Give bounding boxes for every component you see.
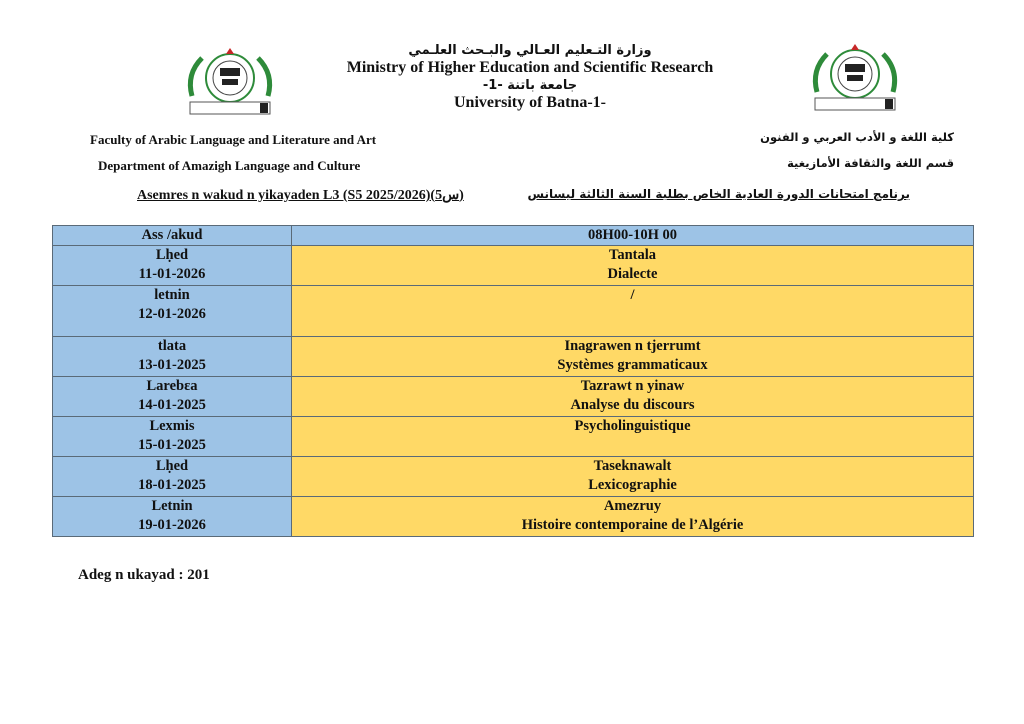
subject-cell [292, 377, 974, 417]
faculty-english: Faculty of Arabic Language and Literature and Art [90, 132, 377, 147]
university-english: University of Batna-1- [454, 94, 606, 111]
department-arabic: قسم اللغة والثقافة الأمازيغية [787, 156, 954, 170]
day-date: 15-01-2025 [138, 437, 206, 453]
table-row [53, 286, 974, 337]
subject-name: Psycholinguistique [574, 418, 691, 434]
day-name: Lḥed [155, 247, 189, 263]
subject-name: Inagrawen n tjerrumt [564, 338, 701, 354]
day-date: 11-01-2026 [138, 266, 206, 282]
day-cell [53, 246, 292, 286]
day-date: 18-01-2025 [138, 477, 206, 493]
day-date: 13-01-2025 [138, 357, 206, 373]
column-header-day: Ass /akud [53, 226, 292, 246]
day-name: Larebɛa [146, 378, 198, 394]
day-cell [53, 337, 292, 377]
table-header-row [53, 226, 974, 246]
subject-french: Histoire contemporaine de l’Algérie [521, 517, 744, 533]
subject-french: Dialecte [607, 266, 658, 282]
day-name: tlata [157, 338, 187, 354]
subject-cell [292, 457, 974, 497]
subject-name: Tazrawt n yinaw [580, 378, 685, 394]
day-name: letnin [154, 287, 190, 303]
subject-cell [292, 417, 974, 457]
faculty-info-arabic [760, 130, 954, 182]
subject-french: Lexicographie [588, 477, 677, 493]
subject-cell [292, 337, 974, 377]
table-row [53, 246, 974, 286]
subject-name: / [630, 287, 635, 303]
ministry-english: Ministry of Higher Education and Scientific Research [346, 59, 714, 76]
day-name: Lexmis [149, 418, 195, 434]
subject-french: Analyse du discours [570, 397, 695, 413]
faculty-arabic: كلية اللغة و الأدب العربي و الفنون [760, 130, 954, 144]
title-english: Asemres n wakud n yikayaden L3 (S5 2025/2026)(س5) [137, 188, 464, 203]
university-logo-right [805, 40, 905, 114]
day-name: Letnin [151, 498, 193, 514]
day-cell [53, 497, 292, 537]
subject-cell [292, 286, 974, 337]
table-row [53, 377, 974, 417]
subject-name: Amezruy [603, 498, 662, 514]
day-cell [53, 457, 292, 497]
day-cell [53, 417, 292, 457]
day-cell [53, 377, 292, 417]
subject-name: Taseknawalt [593, 458, 672, 474]
day-date: 12-01-2026 [138, 306, 206, 322]
university-logo-left [180, 44, 280, 118]
title-arabic: برنامج امتحانات الدورة العادية الخاص بطلبة السنة الثالثة ليسانس [527, 187, 910, 201]
exam-room: Adeg n ukayad : 201 [78, 567, 210, 583]
table-row [53, 337, 974, 377]
document-title [137, 187, 910, 204]
day-name: Lḥed [155, 458, 189, 474]
faculty-info-english [90, 132, 376, 184]
exam-schedule-table [52, 225, 974, 537]
day-cell [53, 286, 292, 337]
department-english: Department of Amazigh Language and Culture [98, 158, 361, 173]
ministry-arabic: وزارة التـعليم العـالي والبـحث العلـمي [408, 43, 652, 58]
table-row [53, 417, 974, 457]
day-date: 14-01-2025 [138, 397, 206, 413]
subject-cell [292, 246, 974, 286]
table-row [53, 497, 974, 537]
institution-header [300, 42, 760, 112]
day-date: 19-01-2026 [138, 517, 206, 533]
subject-french: Systèmes grammaticaux [557, 357, 708, 373]
university-arabic: جامعة باتنة -1- [482, 78, 578, 93]
subject-cell [292, 497, 974, 537]
table-row [53, 457, 974, 497]
column-header-slot: 08H00-10H 00 [292, 226, 974, 246]
subject-name: Tantala [608, 247, 656, 263]
